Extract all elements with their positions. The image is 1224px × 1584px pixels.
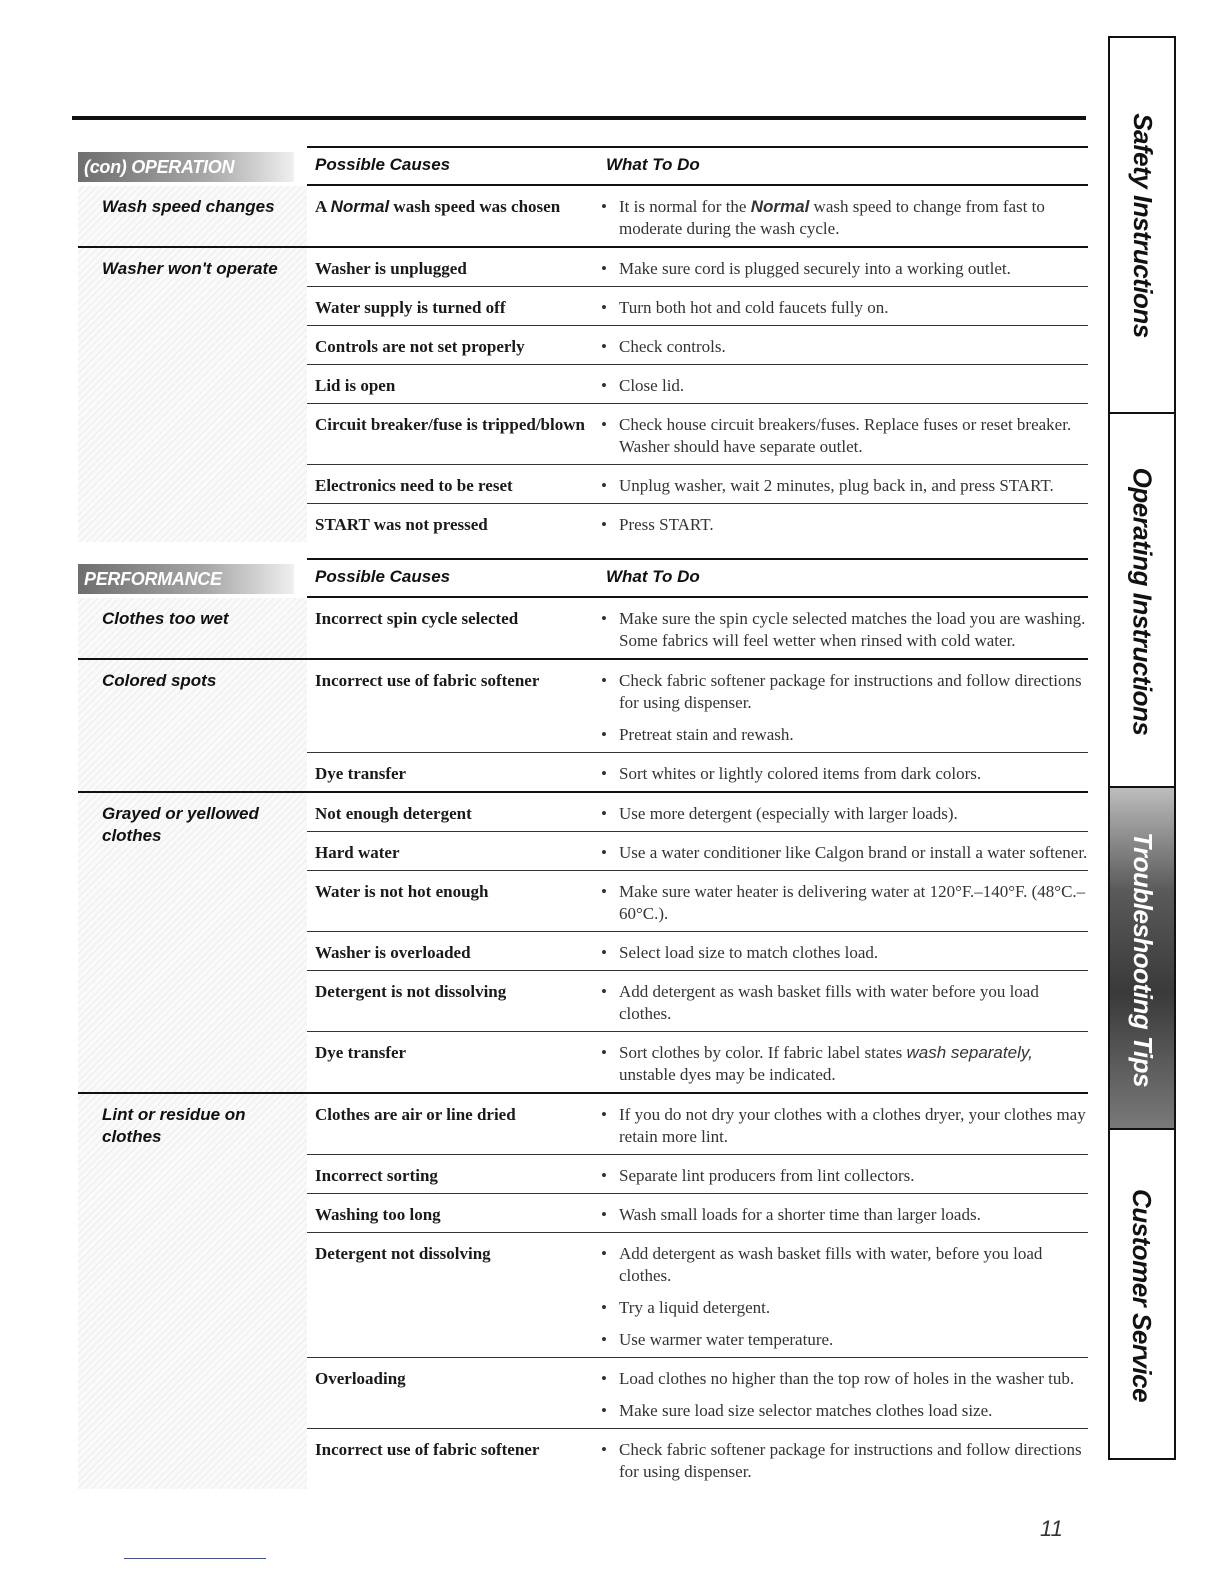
table-row [307, 598, 1088, 658]
cause: Incorrect use of fabric softener [315, 1440, 540, 1459]
todo-item: • Make sure cord is plugged securely into a working outlet. [599, 258, 1088, 280]
top-rule [72, 116, 1086, 120]
cause: Detergent not dissolving [315, 1244, 491, 1263]
table-row [307, 403, 1088, 464]
todo-item: • Wash small loads for a shorter time than larger loads. [599, 1204, 1088, 1226]
cause: Incorrect spin cycle selected [315, 609, 519, 628]
todo-item: • Select load size to match clothes load. [599, 942, 1088, 964]
problem-label: Grayed or yellowed clothes [78, 793, 307, 1092]
todo-item: • Load clothes no higher than the top row of holes in the washer tub. [599, 1368, 1088, 1390]
group-grayed-yellowed [78, 791, 1088, 1092]
cause: Clothes are air or line dried [315, 1105, 516, 1124]
cause: Incorrect sorting [315, 1166, 438, 1185]
tab-label: Customer Service [1127, 1188, 1158, 1402]
problem-label: Lint or residue on clothes [78, 1094, 307, 1489]
cause: Lid is open [315, 376, 396, 395]
table-row [307, 660, 1088, 752]
cause: Water is not hot enough [315, 882, 489, 901]
cause: Overloading [315, 1369, 406, 1388]
table-row [307, 1232, 1088, 1357]
cause: START was not pressed [315, 515, 488, 534]
cause: Electronics need to be reset [315, 476, 513, 495]
cause: Circuit breaker/fuse is tripped/blown [315, 415, 585, 434]
todo-item: • Use warmer water temperature. [599, 1329, 1088, 1351]
problem-label: Colored spots [78, 660, 307, 791]
col-header-todo: What To Do [606, 567, 700, 586]
todo-item: • Press START. [599, 514, 1088, 536]
todo-item: • Check fabric softener package for instructions and follow directions for using dispenser. [599, 1439, 1088, 1483]
group-lint-residue [78, 1092, 1088, 1489]
table-row [307, 931, 1088, 970]
col-header-causes: Possible Causes [315, 567, 451, 586]
todo-item: • Use more detergent (especially with larger loads). [599, 803, 1088, 825]
table-row [307, 1357, 1088, 1428]
cause: Detergent is not dissolving [315, 982, 507, 1001]
todo-item: • Turn both hot and cold faucets fully on. [599, 297, 1088, 319]
cause: Not enough detergent [315, 804, 472, 823]
cause: Hard water [315, 843, 400, 862]
todo-item: • If you do not dry your clothes with a clothes dryer, your clothes may retain more lint. [599, 1104, 1088, 1148]
todo-item: • Check fabric softener package for instructions and follow directions for using dispenser. [599, 670, 1088, 714]
section-header [78, 146, 1088, 186]
tab-operating-instructions[interactable] [1110, 412, 1174, 788]
table-row [307, 186, 1088, 246]
cause: Washer is unplugged [315, 259, 467, 278]
section-performance [78, 558, 1088, 1489]
todo-item: • Make sure load size selector matches clothes load size. [599, 1400, 1088, 1422]
group-clothes-too-wet [78, 598, 1088, 658]
todo-item: • Add detergent as wash basket fills with water before you load clothes. [599, 981, 1088, 1025]
group-wont-operate [78, 246, 1088, 542]
todo-item: • Sort whites or lightly colored items from dark colors. [599, 763, 1088, 785]
table-row [307, 752, 1088, 791]
cause: Washer is overloaded [315, 943, 471, 962]
section-header [78, 558, 1088, 598]
todo-item: • Sort clothes by color. If fabric label states wash separately, unstable dyes may be indicated. [599, 1042, 1088, 1086]
section-title: PERFORMANCE [78, 564, 294, 594]
section-title: (con) OPERATION [78, 152, 294, 182]
section-operation [78, 146, 1088, 542]
table-row [307, 1428, 1088, 1489]
cause: Water supply is turned off [315, 298, 506, 317]
todo-item: • Close lid. [599, 375, 1088, 397]
group-colored-spots [78, 658, 1088, 791]
todo-item: • Use a water conditioner like Calgon brand or install a water softener. [599, 842, 1088, 864]
cause: Dye transfer [315, 764, 407, 783]
table-row [307, 1154, 1088, 1193]
table-row [307, 1193, 1088, 1232]
table-row [307, 970, 1088, 1031]
cause: Incorrect use of fabric softener [315, 671, 540, 690]
table-row [307, 831, 1088, 870]
col-header-todo: What To Do [606, 155, 700, 174]
todo-item: • Check house circuit breakers/fuses. Replace fuses or reset breaker. Washer should have separate outlet. [599, 414, 1088, 458]
problem-label: Clothes too wet [78, 598, 307, 658]
todo-item: • Try a liquid detergent. [599, 1297, 1088, 1319]
col-header-causes: Possible Causes [315, 155, 451, 174]
tab-label: Safety Instructions [1127, 112, 1158, 338]
todo-item: • Pretreat stain and rewash. [599, 724, 1088, 746]
cause: Controls are not set properly [315, 337, 525, 356]
cause: Washing too long [315, 1205, 441, 1224]
cause: A Normal wash speed was chosen [315, 197, 561, 216]
table-row [307, 464, 1088, 503]
table-row [307, 870, 1088, 931]
todo-item: • It is normal for the Normal wash speed to change from fast to moderate during the wash cycle. [599, 196, 1088, 240]
page-number: 11 [1040, 1516, 1063, 1541]
table-row [307, 286, 1088, 325]
table-row [307, 1094, 1088, 1154]
table-row [307, 248, 1088, 286]
todo-item: • Make sure the spin cycle selected matches the load you are washing. Some fabrics will feel wetter when rinsed with cold water. [599, 608, 1088, 652]
todo-item: • Separate lint producers from lint collectors. [599, 1165, 1088, 1187]
table-row [307, 793, 1088, 831]
table-row [307, 1031, 1088, 1092]
cause: Dye transfer [315, 1043, 407, 1062]
table-row [307, 503, 1088, 542]
table-row [307, 364, 1088, 403]
todo-item: • Unplug washer, wait 2 minutes, plug back in, and press START. [599, 475, 1088, 497]
todo-item: • Make sure water heater is delivering water at 120°F.–140°F. (48°C.–60°C.). [599, 881, 1088, 925]
tab-label: Operating Instructions [1127, 467, 1158, 735]
tab-label: Troubleshooting Tips [1127, 831, 1158, 1087]
todo-item: • Add detergent as wash basket fills with water, before you load clothes. [599, 1243, 1088, 1287]
problem-label: Washer won't operate [78, 248, 307, 542]
todo-item: • Check controls. [599, 336, 1088, 358]
side-tabs [1108, 36, 1176, 1460]
tab-troubleshooting-tips[interactable] [1110, 786, 1174, 1130]
problem-label: Wash speed changes [78, 186, 307, 246]
footer-line [124, 1558, 266, 1559]
group-wash-speed [78, 186, 1088, 246]
tab-safety-instructions[interactable] [1110, 38, 1174, 412]
tab-customer-service[interactable] [1110, 1128, 1174, 1460]
table-row [307, 325, 1088, 364]
